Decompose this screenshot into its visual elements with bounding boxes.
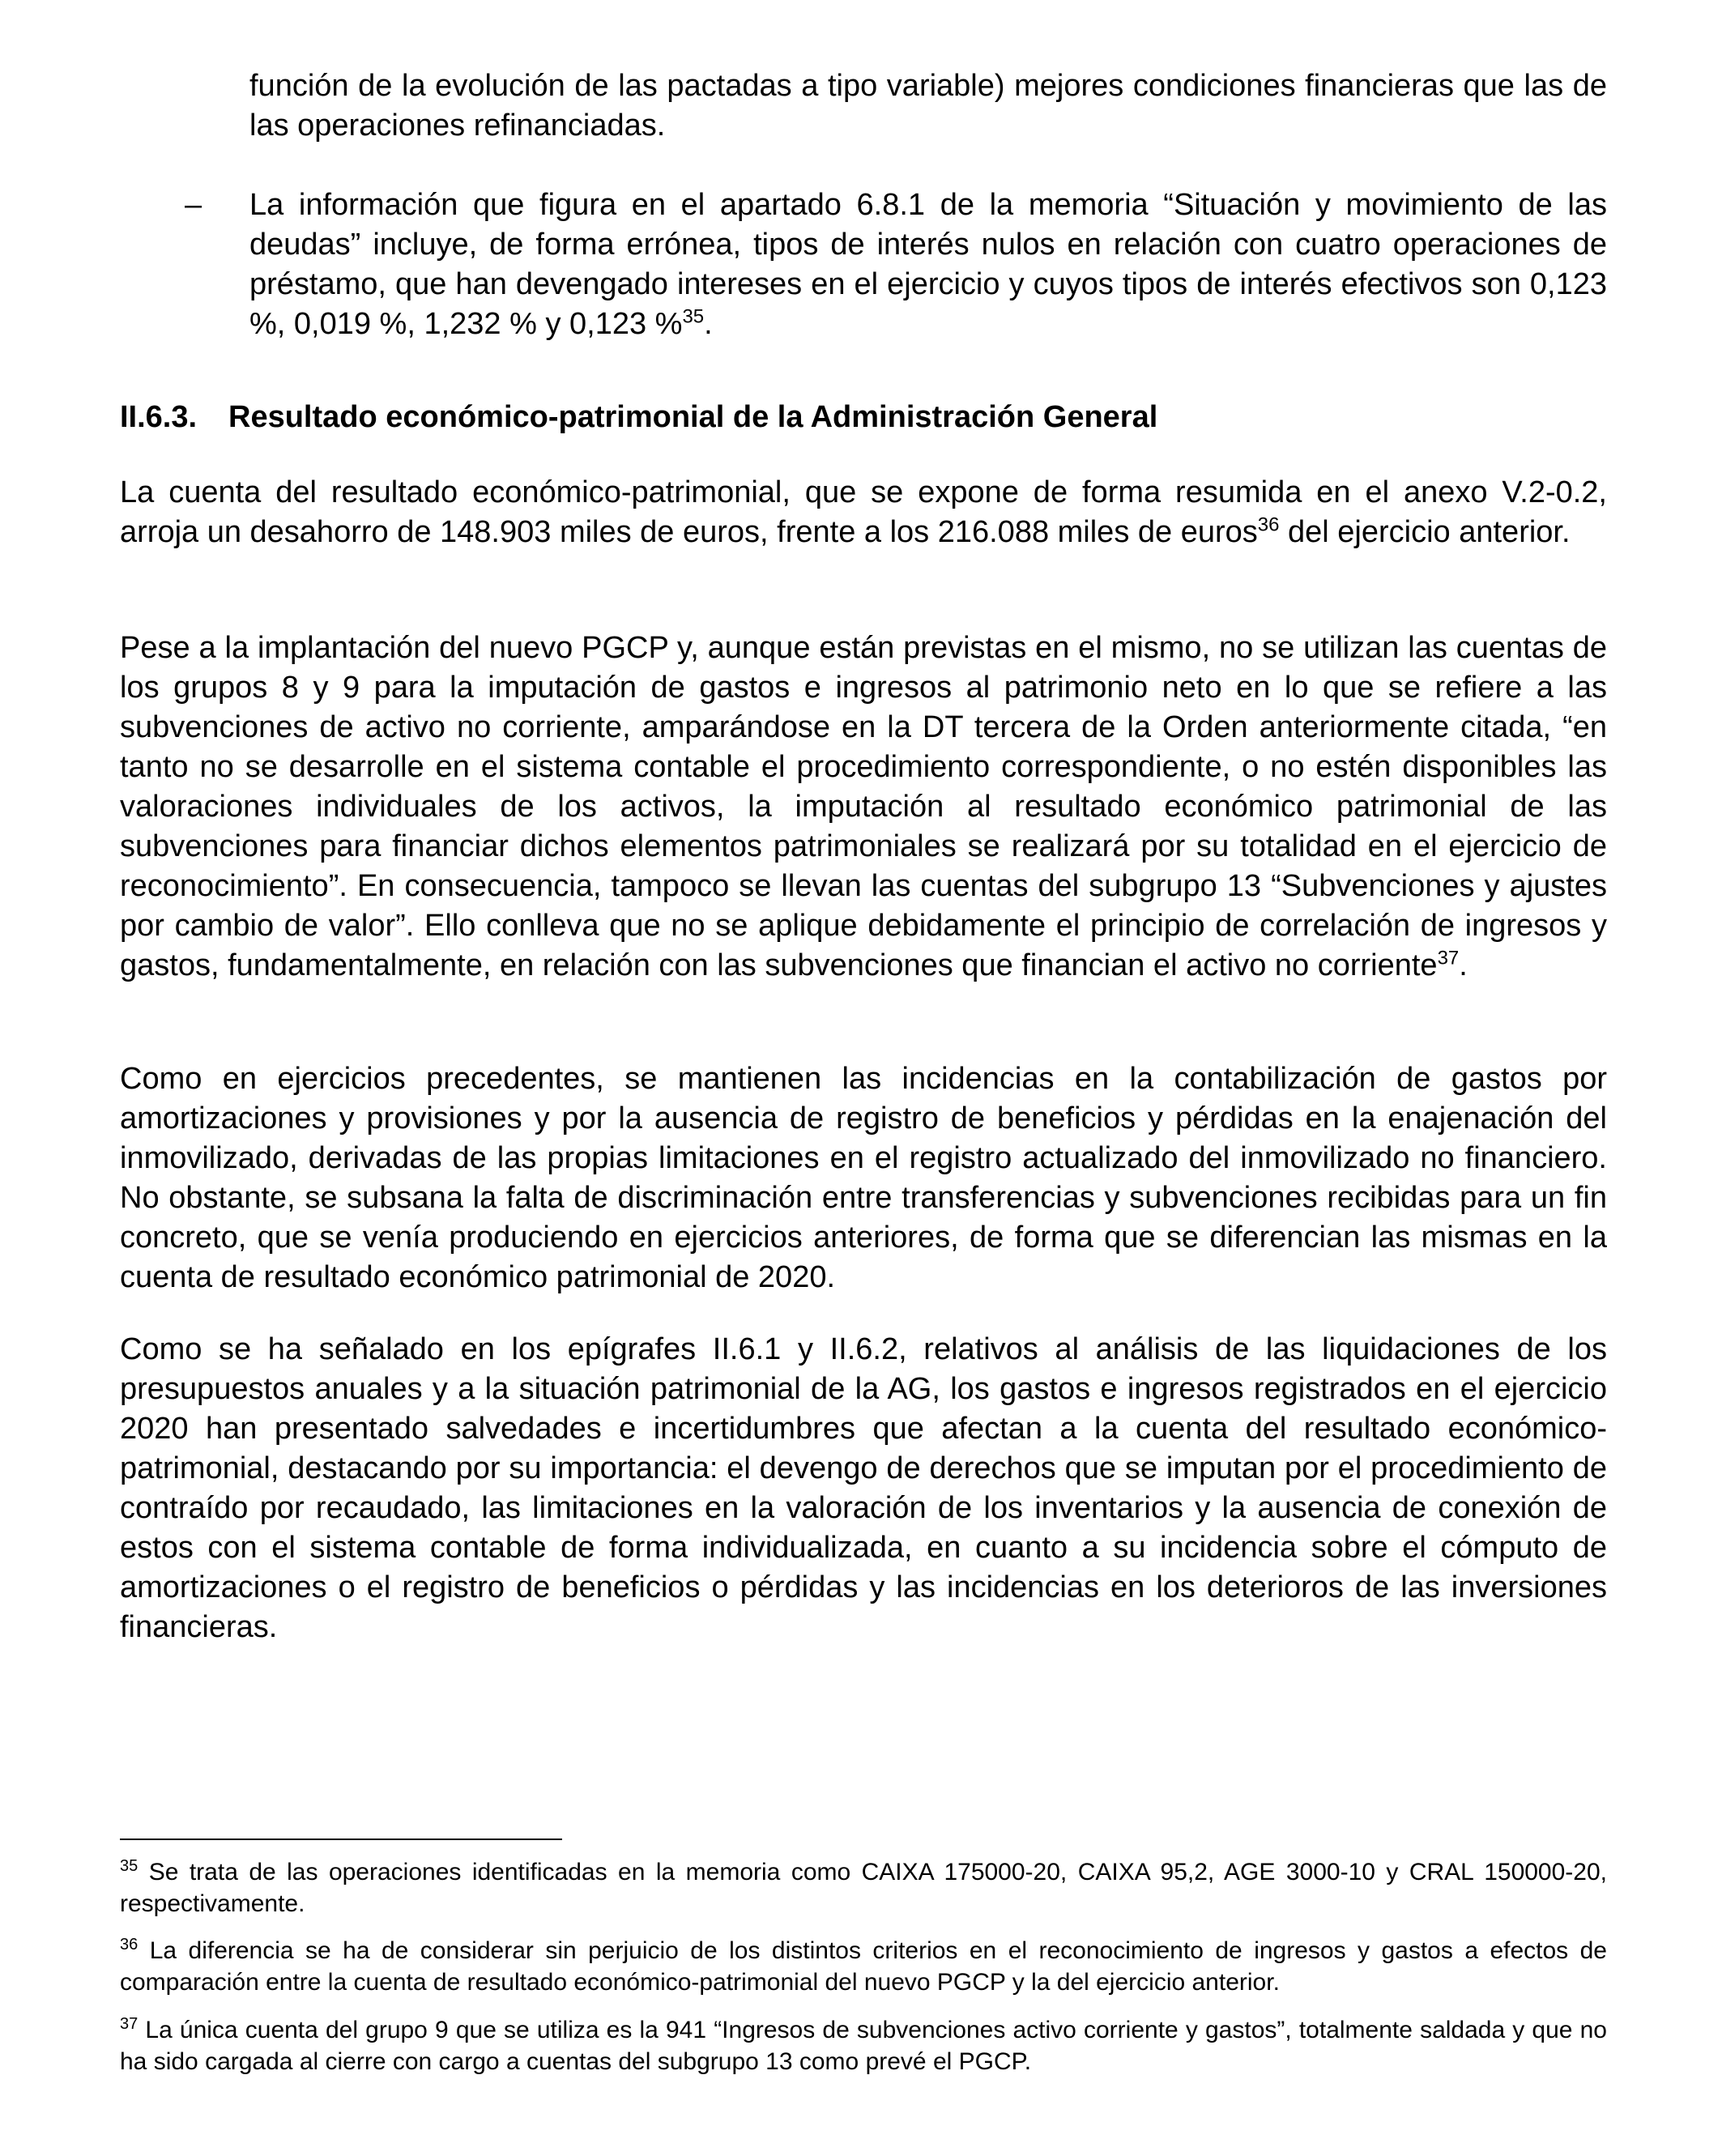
footnote-ref-36: 36 — [1257, 513, 1280, 536]
footnote-text: La única cuenta del grupo 9 que se utiliza es la 941 “Ingresos de subvenciones activo corriente y gastos”, totalmente saldada y que no ha sido cargada al cierre con cargo a cuentas del subgrupo 13 como prevé el PGCP. — [120, 2017, 1607, 2075]
bullet-end: . — [704, 307, 713, 341]
section-heading — [120, 398, 1607, 437]
paragraph-2-text: Pese a la implantación del nuevo PGCP y, aunque están previstas en el mismo, no se utilizan las cuentas de los grupos 8 y 9 para la imputación de gastos e ingresos al patrimonio neto en lo que se refiere a las subvenciones de activo no corriente, amparándose en la DT tercera de la Orden anteriormente citada, “en tanto no se desarrolle en el sistema contable el procedimiento correspondiente, o no estén disponibles las valoraciones individuales de los activos, la imputación al resultado económico patrimonial de las subvenciones para financiar dichos elementos patrimoniales se realizará por su totalidad en el ejercicio de reconocimiento”. En consecuencia, tampoco se llevan las cuentas del subgrupo 13 “Subvenciones y ajustes por cambio de valor”. Ello conlleva que no se aplique debidamente el principio de correlación de ingresos y gastos, fundamentalmente, en relación con las subvenciones que financian el activo no corriente — [120, 631, 1607, 982]
paragraph-1-end: del ejercicio anterior. — [1279, 515, 1571, 549]
section-number: II.6.3. — [120, 400, 198, 434]
paragraph-1-text: La cuenta del resultado económico-patrimonial, que se expone de forma resumida en el anexo V.2-0.2, arroja un desahorro de 148.903 miles de euros, frente a los 216.088 miles de euros — [120, 475, 1607, 549]
footnote-number: 36 — [120, 1936, 139, 1954]
paragraph-2 — [120, 628, 1607, 986]
footnote-text: La diferencia se ha de considerar sin perjuicio de los distintos criterios en el reconocimiento de ingresos y gastos a efectos de comparación entre la cuenta de resultado económico-patrimonial del nuevo PGCP y la del ejercicio anterior. — [120, 1937, 1607, 1996]
footnote-ref-35: 35 — [682, 305, 705, 328]
paragraph-3: Como en ejercicios precedentes, se mantienen las incidencias en la contabilización de gastos por amortizaciones y provisiones y por la ausencia de registro de beneficios y pérdidas en la enajenación del inmovilizado, derivadas de las propias limitaciones en el registro actualizado del inmovilizado no financiero. No obstante, se subsana la falta de discriminación entre transferencias y subvenciones recibidas para un fin concreto, que se venía produciendo en ejercicios anteriores, de forma que se diferencian las mismas en la cuenta de resultado económico patrimonial de 2020. — [120, 1062, 1607, 1294]
paragraph-1 — [120, 473, 1607, 552]
bullet-dash: – — [185, 188, 202, 222]
footnote-separator — [120, 1839, 562, 1840]
footnote-37 — [120, 2014, 1607, 2077]
section-title: Resultado económico-patrimonial de la Administración General — [228, 400, 1158, 434]
paragraph-4: Como se ha señalado en los epígrafes II.6.1 y II.6.2, relativos al análisis de las liquidaciones de los presupuestos anuales y a la situación patrimonial de la AG, los gastos e ingresos registrados en el ejercicio 2020 han presentado salvedades e incertidumbres que afectan a la cuenta del resultado económico-patrimonial, destacando por su importancia: el devengo de derechos que se imputan por el procedimiento de contraído por recaudado, las limitaciones en la valoración de los inventarios y la ausencia de conexión de estos con el sistema contable de forma individualizada, en cuanto a su incidencia sobre el cómputo de amortizaciones o el registro de beneficios o pérdidas y las incidencias en los deterioros de las inversiones financieras. — [120, 1332, 1607, 1644]
footnote-number: 35 — [120, 1857, 139, 1875]
paragraph-2-end: . — [1459, 948, 1468, 982]
bullet-text: La información que figura en el apartado 6.8.1 de la memoria “Situación y movimiento de las deudas” incluye, de forma errónea, tipos de interés nulos en relación con cuatro operaciones de préstamo, que han devengado intereses en el ejercicio y cuyos tipos de interés efectivos son 0,123 %, 0,019 %, 1,232 % y 0,123 % — [249, 188, 1607, 341]
continued-paragraph: función de la evolución de las pactadas a tipo variable) mejores condiciones financieras que las de las operaciones refinanciadas. — [249, 69, 1607, 143]
footnote-ref-37: 37 — [1437, 947, 1460, 969]
bullet-item — [249, 185, 1607, 344]
footnote-text: Se trata de las operaciones identificadas en la memoria como CAIXA 175000-20, CAIXA 95,2, AGE 3000-10 y CRAL 150000-20, respectivamente. — [120, 1859, 1607, 1917]
footnote-number: 37 — [120, 2015, 139, 2033]
footnote-36 — [120, 1935, 1607, 1998]
footnote-35 — [120, 1856, 1607, 1920]
